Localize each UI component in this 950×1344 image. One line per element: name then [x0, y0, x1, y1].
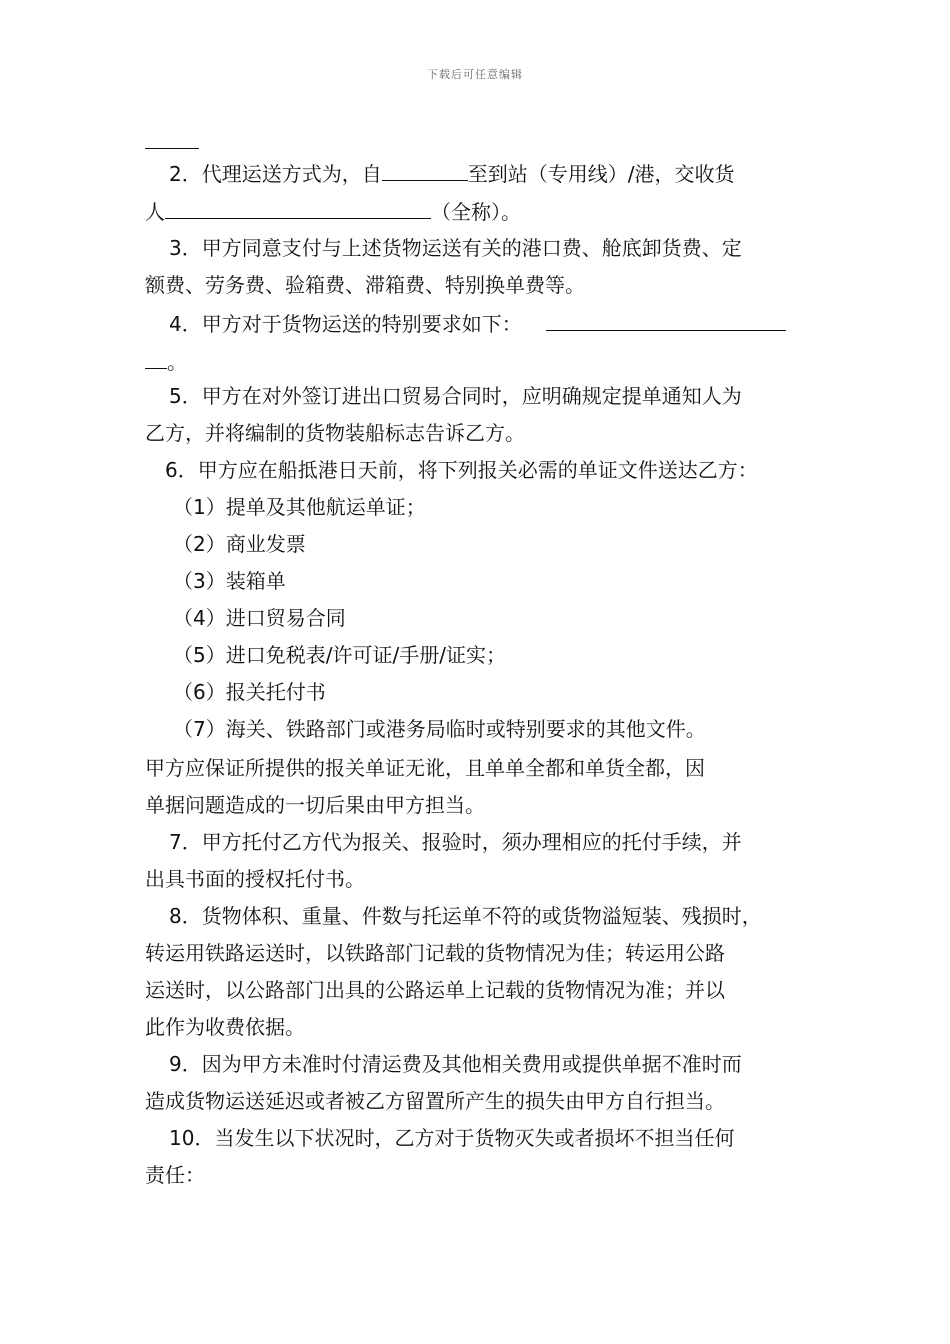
clause-9-line-1: 9．因为甲方未准时付清运费及其他相关费用或提供单据不准时而	[169, 1052, 742, 1076]
clause-3-line-1: 3．甲方同意支付与上述货物运送有关的港口费、舱底卸货费、定	[169, 236, 742, 260]
clause-8-line-4: 此作为收费依据。	[145, 1015, 305, 1039]
clause-7-line-2: 出具书面的授权托付书。	[145, 867, 365, 891]
clause-5-line-2: 乙方，并将编制的货物装船标志告诉乙方。	[145, 421, 525, 445]
guarantee-line-2: 单据问题造成的一切后果由甲方担当。	[145, 793, 485, 817]
fill-blank	[382, 158, 468, 181]
clause-6-line-1: 6．甲方应在船抵港日天前，将下列报关必需的单证文件送达乙方：	[165, 458, 758, 482]
clause-10-line-1: 10．当发生以下状况时，乙方对于货物灭失或者损坏不担当任何	[169, 1126, 735, 1150]
text: 。	[167, 350, 187, 374]
list-item-5: （5）进口免税表/许可证/手册/证实；	[173, 643, 506, 667]
clause-4-line-1	[169, 308, 786, 336]
clause-8-line-1: 8．货物体积、重量、件数与托运单不符的或货物溢短装、残损时，	[169, 904, 762, 928]
list-item-2: （2）商业发票	[173, 532, 306, 556]
guarantee-line-1: 甲方应保证所提供的报关单证无讹，且单单全都和单货全都，因	[145, 756, 705, 780]
clause-10-line-2: 责任：	[145, 1163, 205, 1187]
clause-9-line-2: 造成货物运送延迟或者被乙方留置所产生的损失由甲方自行担当。	[145, 1089, 725, 1113]
clause-4-line-2	[145, 346, 187, 374]
fill-blank	[165, 196, 431, 219]
clause-5-line-1: 5．甲方在对外签订进出口贸易合同时，应明确规定提单通知人为	[169, 384, 742, 408]
list-item-3: （3）装箱单	[173, 569, 286, 593]
fill-blank	[145, 126, 199, 149]
blank-line	[145, 126, 199, 154]
text: 2．代理运送方式为，自	[169, 162, 382, 186]
text: （全称）。	[431, 200, 521, 224]
text: 至到站（专用线）/港，交收货	[467, 162, 735, 186]
clause-2-line-1	[169, 158, 734, 186]
clause-8-line-2: 转运用铁路运送时，以铁路部门记载的货物情况为佳；转运用公路	[145, 941, 725, 965]
text: 人	[145, 200, 165, 224]
page-header: 下载后可任意编辑	[427, 68, 523, 81]
list-item-4: （4）进口贸易合同	[173, 606, 346, 630]
clause-7-line-1: 7．甲方托付乙方代为报关、报验时，须办理相应的托付手续，并	[169, 830, 742, 854]
list-item-6: （6）报关托付书	[173, 680, 326, 704]
clause-2-line-2	[145, 196, 521, 224]
fill-blank	[546, 308, 786, 331]
list-item-7: （7）海关、铁路部门或港务局临时或特别要求的其他文件。	[173, 717, 706, 741]
list-item-1: （1）提单及其他航运单证；	[173, 495, 426, 519]
fill-blank	[145, 346, 167, 369]
clause-8-line-3: 运送时，以公路部门出具的公路运单上记载的货物情况为准；并以	[145, 978, 725, 1002]
clause-3-line-2: 额费、劳务费、验箱费、滞箱费、特别换单费等。	[145, 273, 585, 297]
text: 4．甲方对于货物运送的特别要求如下：	[169, 312, 522, 336]
